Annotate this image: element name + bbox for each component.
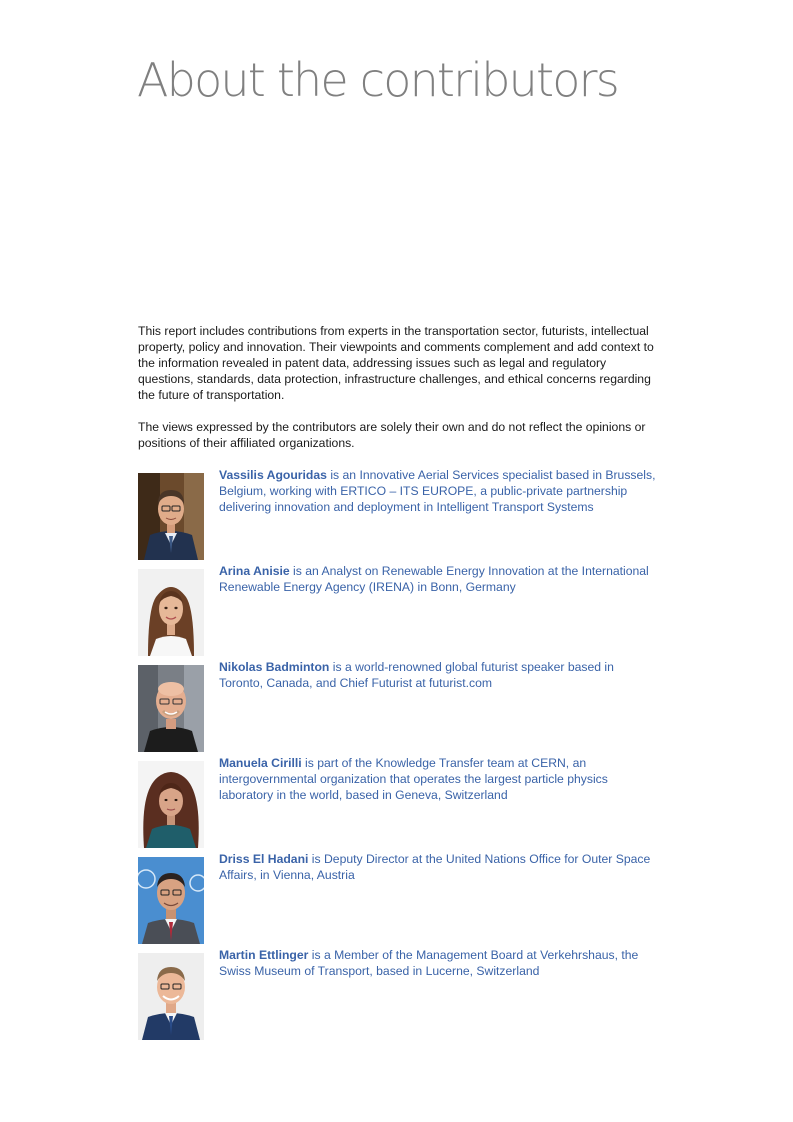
contributor-photo [138, 473, 204, 560]
contributor-bio [219, 659, 659, 691]
contributor-description: is an Innovative Aerial Services specialist based in Brussels, Belgium, working with ERTICO – ITS EUROPE, a public-private partnership delivering innovation and deployment in Intelligent Transport Systems [219, 468, 656, 514]
contributor-bio [219, 563, 659, 595]
contributor-item [138, 947, 658, 1043]
contributor-name: Vassilis Agouridas [219, 468, 327, 482]
disclaimer-paragraph: The views expressed by the contributors are solely their own and do not reflect the opinions or positions of their affiliated organizations. [138, 420, 646, 450]
contributor-photo [138, 665, 204, 752]
contributor-photo [138, 953, 204, 1040]
contributor-description: is a world-renowned global futurist speaker based in Toronto, Canada, and Chief Futurist at futurist.com [219, 660, 614, 690]
contributor-item [138, 851, 658, 947]
contributor-bio [219, 947, 659, 979]
contributor-description: is part of the Knowledge Transfer team at CERN, an intergovernmental organization that operates the largest particle physics laboratory in the world, based in Geneva, Switzerland [219, 756, 608, 802]
contributor-description: is a Member of the Management Board at Verkehrshaus, the Swiss Museum of Transport, based in Lucerne, Switzerland [219, 948, 639, 978]
contributor-item [138, 563, 658, 659]
contributor-name: Manuela Cirilli [219, 756, 302, 770]
contributor-description: is an Analyst on Renewable Energy Innovation at the International Renewable Energy Agency (IRENA) in Bonn, Germany [219, 564, 649, 594]
page-title: About the contributors [137, 53, 618, 107]
contributor-name: Martin Ettlinger [219, 948, 309, 962]
contributor-name: Arina Anisie [219, 564, 290, 578]
contributor-bio [219, 755, 659, 803]
contributor-name: Nikolas Badminton [219, 660, 330, 674]
contributor-item [138, 755, 658, 851]
intro-text [138, 323, 658, 467]
contributor-name: Driss El Hadani [219, 852, 309, 866]
contributor-photo [138, 569, 204, 656]
contributor-description: is Deputy Director at the United Nations Office for Outer Space Affairs, in Vienna, Austria [219, 852, 651, 882]
contributor-bio [219, 851, 659, 883]
contributor-item [138, 659, 658, 755]
contributor-list [138, 467, 658, 1043]
intro-paragraph: This report includes contributions from experts in the transportation sector, futurists, intellectual property, policy and innovation. Their viewpoints and comments complement and add context to the information revealed in patent data, addressing issues such as legal and regulatory questions, standards, data protection, infrastructure challenges, and ethical concerns regarding the future of transportation. [138, 324, 654, 402]
contributor-bio [219, 467, 659, 515]
contributor-item [138, 467, 658, 563]
contributor-photo [138, 761, 204, 848]
contributor-photo [138, 857, 204, 944]
